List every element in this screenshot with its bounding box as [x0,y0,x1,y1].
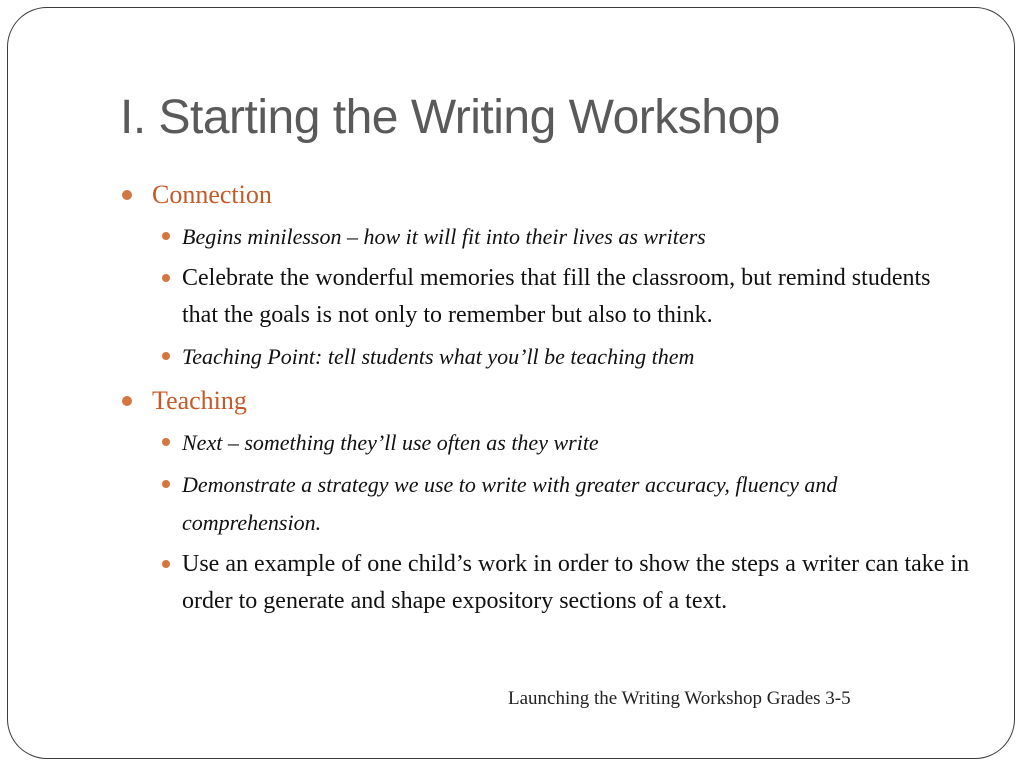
heading-teaching: Teaching [152,386,247,415]
bullet-dot-icon [162,480,170,488]
sub-bullet-text: Teaching Point: tell students what you’ll be teaching them [182,344,695,369]
sub-bullet-text: Begins minilesson – how it will fit into their lives as writers [182,224,706,249]
section-teaching [120,382,980,620]
heading-connection: Connection [152,180,272,209]
bullet-dot-icon [162,352,170,360]
bullet-dot-icon [162,560,170,568]
bullet-dot-icon [122,190,132,200]
sub-bullet-text: Next – something they’ll use often as they write [182,430,599,455]
sub-bullet [120,546,972,620]
bullet-heading [120,382,980,420]
bullet-dot-icon [162,438,170,446]
sub-bullet-text: Celebrate the wonderful memories that fill the classroom, but remind students that the goals is not only to remember but also to think. [182,265,931,328]
sub-bullet [120,338,972,376]
slide-frame [7,7,1015,759]
sub-bullet [120,466,972,542]
slide-title: I. Starting the Writing Workshop [120,91,780,144]
section-connection [120,176,980,376]
sub-bullet-text: Use an example of one child’s work in order to show the steps a writer can take in order to generate and shape expository sections of a text. [182,551,970,614]
sub-bullet [120,218,972,256]
bullet-dot-icon [162,232,170,240]
slide-footer: Launching the Writing Workshop Grades 3-5 [508,688,851,709]
sub-bullet [120,424,972,462]
bullet-heading [120,176,980,214]
sub-bullet-text: Demonstrate a strategy we use to write with greater accuracy, fluency and comprehension. [182,472,838,535]
bullet-dot-icon [162,274,170,282]
sub-bullet [120,260,972,334]
slide-body [120,176,980,620]
bullet-dot-icon [122,396,132,406]
